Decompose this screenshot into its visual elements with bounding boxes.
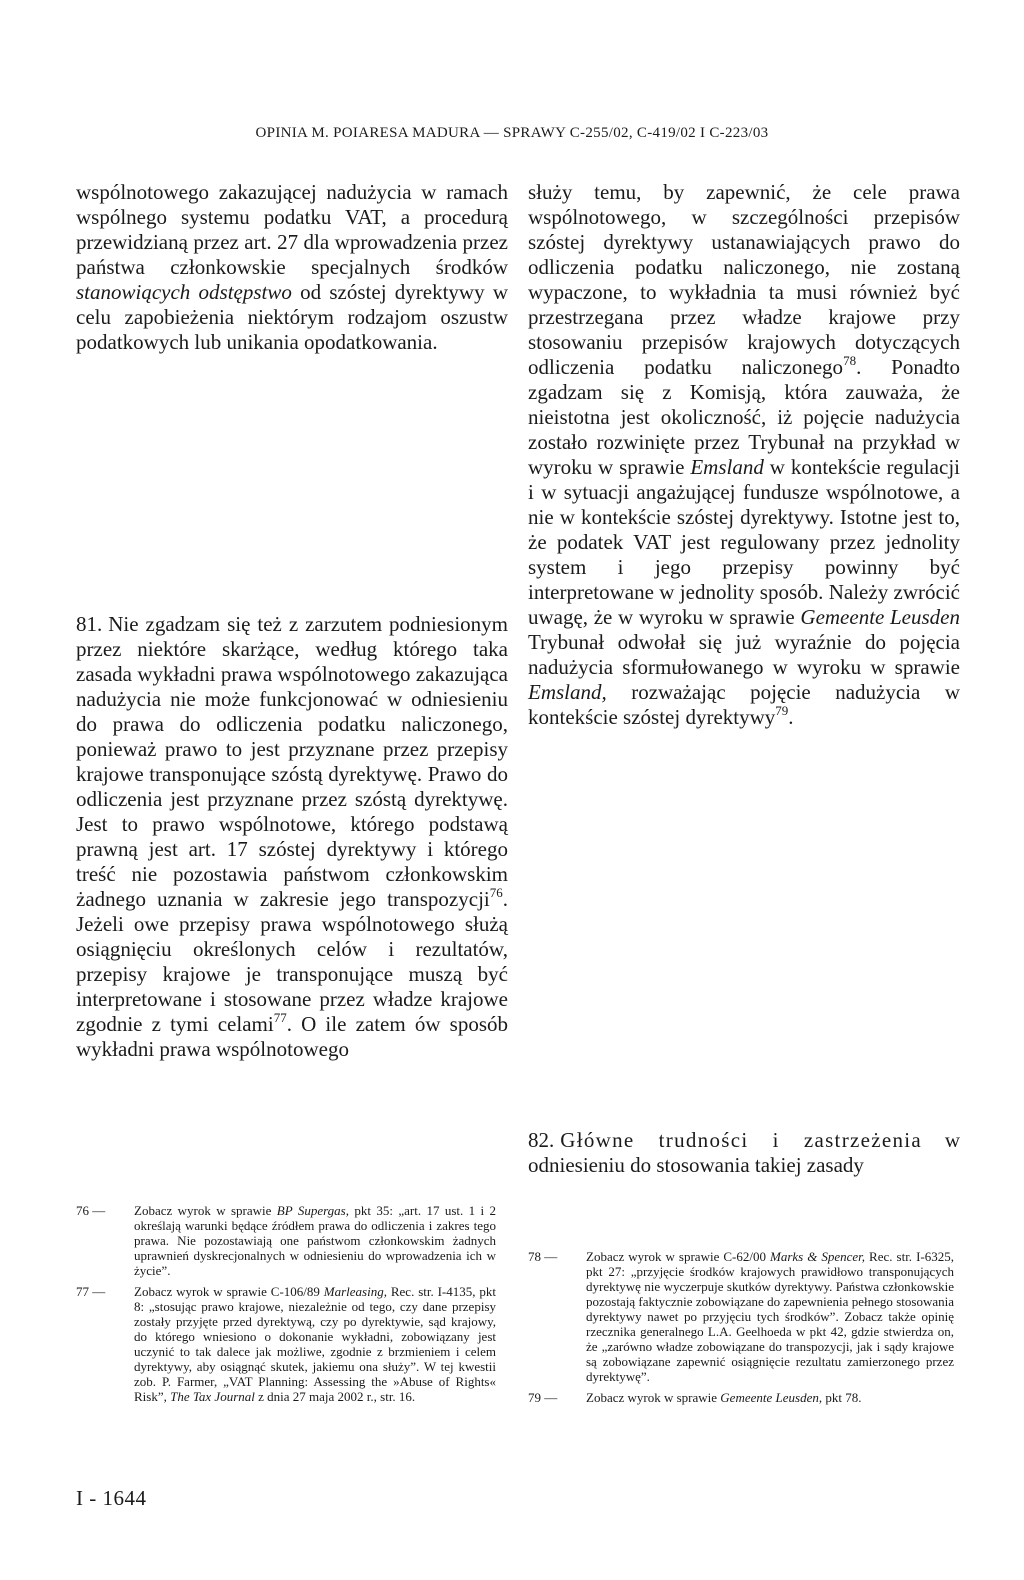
right-column-top: służy temu, by zapewnić, że cele prawa wspólnotowego, w szczególności przepisów szóstej dyrektywy ustanawiających prawo do odliczenia podatku naliczonego, nie zostaną wypaczone, to wykładnia ta musi również być przestrzegana przez władze krajowe przy stosowaniu przepisów krajowych dotyczących odliczenia podatku naliczonego$^{78}$. Ponadto zgadzam się z Komisją, która zauważa, że nieistotna jest okoliczność, iż pojęcie nadużycia zostało rozwinięte przez Trybunał na przykład w wyroku w sprawie Emsland w kontekście regulacji i w sytuacji angażującej fundusze wspólnotowe, a nie w kontekście szóstej dyrektywy. Istotne jest to, że podatek VAT jest regulowany przez jednolity system i jego przepisy powinny być interpretowane w jednolity sposób. Należy zwrócić uwagę, że w wyroku w sprawie Gemeente Leusden Trybunał odwołał się już wyraźnie do pojęcia nadużycia sformułowanego w wyroku w sprawie Emsland, rozważając pojęcie nadużycia w kontekście szóstej dyrektywy$^{79}$.: [528, 180, 960, 729]
paragraph-number: 82.: [528, 1128, 555, 1152]
footnote-77: 77 — Zobacz wyrok w sprawie C-106/89 Marleasing, Rec. str. I-4135, pkt 8: „stosując prawo krajowe, niezależnie od tego, czy dane przepisy zostały przyjęte przed dyrektywą, czy po dyrektywie, sąd krajowy, do którego wniesiono o dokonanie wykładni, zobowiązany jest uczynić to tak dalece jak możliwe, zgodnie z brzmieniem i celem dyrektywy, aby osiągnąć skutek, jakiemu ona służy”. W tej kwestii zob. P. Farmer, „VAT Planning: Assessing the »Abuse of Rights« Risk”, The Tax Journal z dnia 27 maja 2002 r., str. 16.: [76, 1284, 496, 1404]
footnotes-left: [76, 1203, 496, 1410]
footnote-ref-79: 79: [775, 703, 789, 718]
footnote-79: 79 — Zobacz wyrok w sprawie Gemeente Leusden, pkt 78.: [528, 1390, 862, 1405]
paragraph-82: 82. Główne trudności i zastrzeżenia w odniesieniu do stosowania takiej zasady: [528, 1128, 961, 1177]
paragraph-number: 81.: [76, 612, 103, 636]
running-header: OPINIA M. POIARESA MADURA — SPRAWY C-255/02, C-419/02 I C-223/03: [255, 125, 769, 141]
footnote-ref-76: 76: [489, 885, 503, 900]
left-column-top: [76, 180, 508, 355]
paragraph-81: 81. Nie zgadzam się też z zarzutem podniesionym przez niektóre skarżące, według którego taka zasada wykładni prawa wspólnotowego zakazująca nadużycia nie może funkcjonować w odniesieniu do prawa do odliczenia podatku naliczonego, ponieważ prawo to jest przyznane przez przepisy krajowe transponujące szóstą dyrektywę. Prawo do odliczenia jest przyznane przez szóstą dyrektywę. Jest to prawo wspólnotowe, którego podstawą prawną jest art. 17 szóstej dyrektywy i którego treść nie pozostawia państwom członkowskim żadnego uznania w zakresie jego transpozycji$^{76}$. Jeżeli owe przepisy prawa wspólnotowego służą osiągnięciu określonych celów i rezultatów, przepisy krajowe je transponujące muszą być interpretowane i stosowane przez władze krajowe zgodnie z tymi celami$^{77}$. O ile zatem ów sposób wykładni prawa wspólnotowego: [76, 612, 508, 1061]
footnotes-right: [528, 1249, 954, 1411]
page-number: I - 1644: [76, 1486, 147, 1510]
continuation-paragraph: wspólnotowego zakazującej nadużycia w ramach wspólnego systemu podatku VAT, a procedurą przewidzianą przez art. 27 dla wprowadzenia przez państwa członkowskie specjalnych środków stanowiących odstępstwo od szóstej dyrektywy w celu zapobieżenia niektórym rodzajom oszustw podatkowych lub unikania opodatkowania.: [76, 180, 509, 354]
footnote-ref-77: 77: [273, 1010, 287, 1025]
footnote-ref-78: 78: [843, 353, 857, 368]
footnote-76: 76 — Zobacz wyrok w sprawie BP Supergas, pkt 35: „art. 17 ust. 1 i 2 określają warunki będące źródłem prawa do odliczenia i zakres tego prawa. Nie pozostawiają one państwom członkowskim żadnych uprawnień dyskrecjonalnych w odniesieniu do wprowadzenia ich w życie”.: [76, 1203, 496, 1278]
footnote-78: 78 — Zobacz wyrok w sprawie C-62/00 Marks & Spencer, Rec. str. I-6325, pkt 27: „przyjęcie środków krajowych prawidłowo transponujących dyrektywę nie wyczerpuje skutków dyrektywy. Państwa członkowskie pozostają faktycznie zobowiązane do zapewnienia pełnego stosowania dyrektywy nawet po przyjęciu tych środków”. Zobacz także opinię rzecznika generalnego L.A. Geelhoeda w pkt 42, gdzie stwierdza on, że „zarówno władze zobowiązane do transpozycji, jak i sądy krajowe są zobowiązane zapewnić osiągnięcie rezultatu zamierzonego przez dyrektywę”.: [528, 1249, 954, 1384]
